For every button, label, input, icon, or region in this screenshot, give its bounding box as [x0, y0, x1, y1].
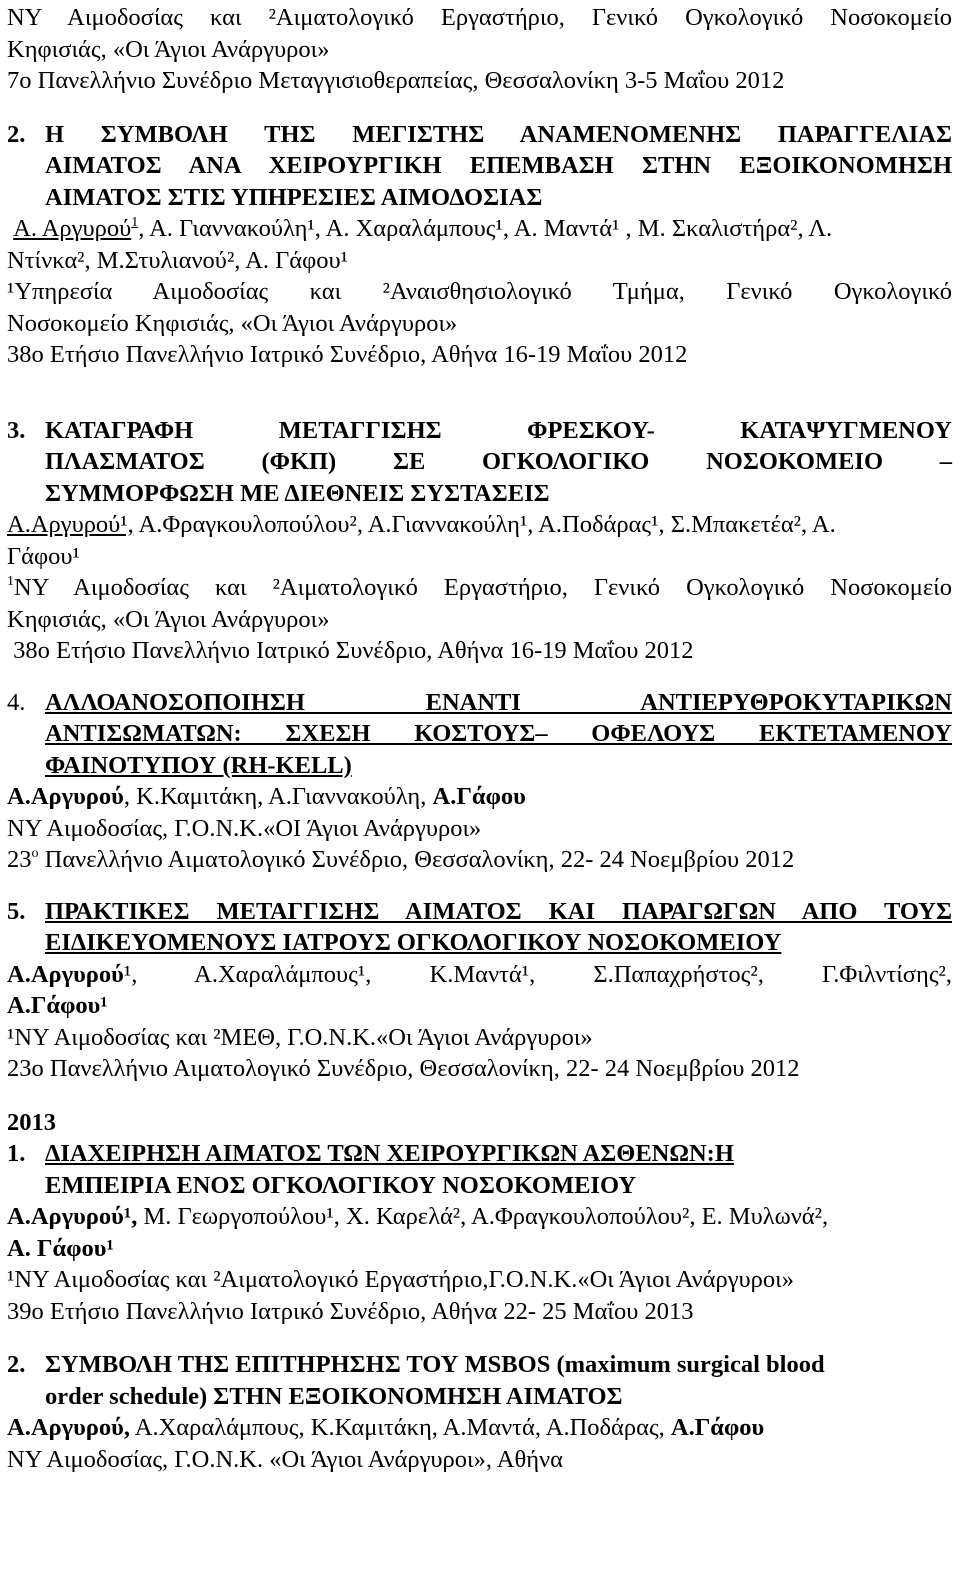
publication-title: ΕΜΠΕΙΡΙΑ ΕΝΟΣ ΟΓΚΟΛΟΓΙΚΟΥ ΝΟΣΟΚΟΜΕΙΟΥ	[45, 1171, 637, 1199]
publication-title: 2. ΣΥΜΒΟΛΗ ΤΗΣ ΕΠΙΤΗΡΗΣΗΣ ΤΟΥ MSBOS (maximum surgical blood	[7, 1349, 952, 1381]
publication-title: 3. ΚΑΤΑΓΡΑΦΗ ΜΕΤΑΓΓΙΣΗΣ ΦΡΕΣΚΟΥ- ΚΑΤΑΨΥΓΜΕΝΟΥ	[7, 415, 952, 447]
author-highlight: Α.Γάφου	[670, 1414, 765, 1441]
year-heading: 2013	[7, 1108, 56, 1136]
publication-title: ΣΥΜΜΟΡΦΩΣΗ ΜΕ ΔΙΕΘΝΕΙΣ ΣΥΣΤΑΣΕΙΣ	[45, 479, 550, 507]
author-highlight: Α.Αργυρού,	[7, 1414, 131, 1441]
affiliation-line: ΝΥ Αιμοδοσίας, Γ.Ο.Ν.Κ. «Οι Άγιοι Ανάργυροι», Αθήνα	[7, 1445, 563, 1473]
conference-line: 39ο Ετήσιο Πανελλήνιο Ιατρικό Συνέδριο, Αθήνα 22- 25 Μαΐου 2013	[7, 1297, 694, 1325]
entry-number: 2.	[7, 1351, 26, 1378]
publication-list	[7, 2, 952, 1475]
publication-title: 4. ΑΛΛΟΑΝΟΣΟΠΟΙΗΣΗ ΕΝΑΝΤΙ ΑΝΤΙΕΡΥΘΡΟΚΥΤΑΡΙΚΩΝ	[7, 687, 952, 719]
entry-number: 5.	[7, 897, 26, 925]
author-highlight: Α.Αργυρού	[7, 783, 124, 810]
author-line: Α. Γάφου¹	[7, 1234, 114, 1262]
affiliation-line: ¹ΝΥ Αιμοδοσίας και ²Αιματολογικό Εργαστήριο,Γ.Ο.Ν.Κ.«Οι Άγιοι Ανάργυροι»	[7, 1266, 794, 1293]
entry-number: 2.	[7, 120, 26, 148]
author-highlight: Α. Αργυρού	[13, 215, 132, 242]
publication-title: ΑΙΜΑΤΟΣ ΑΝΑ ΧΕΙΡΟΥΡΓΙΚΗ ΕΠΕΜΒΑΣΗ ΣΤΗΝ ΕΞΟΙΚΟΝΟΜΗΣΗ	[45, 152, 952, 179]
entry-number: 1.	[7, 1140, 26, 1167]
entry-number: 4.	[7, 688, 26, 716]
author-line: Α.Αργυρού¹, Α.Φραγκουλοπούλου², Α.Γιαννακούλη¹, Α.Ποδάρας¹, Σ.Μπακετέα², Α.	[7, 511, 836, 538]
author-line: Α. Αργυρού$^1$, Α. Γιαννακούλη¹, Α. Χαραλάμπους¹, Α. Μαντά¹ , Μ. Σκαλιστήρα², Λ.	[13, 215, 833, 242]
publication-title: 5. ΠΡΑΚΤΙΚΕΣ ΜΕΤΑΓΓΙΣΗΣ ΑΙΜΑΤΟΣ ΚΑΙ ΠΑΡΑΓΩΓΩΝ ΑΠΟ ΤΟΥΣ	[7, 896, 952, 928]
author-highlight: Α.Αργυρού¹,	[7, 1203, 138, 1230]
affiliation-line: ¹ΝΥ Αιμοδοσίας και ²ΜΕΘ, Γ.Ο.Ν.Κ.«Οι Άγιοι Ανάργυροι»	[7, 1023, 593, 1051]
conference-line: $23^o$ Πανελλήνιο Αιματολογικό Συνέδριο, Θεσσαλονίκη, 22- 24 Νοεμβρίου 2012	[7, 846, 795, 873]
entry-number: 3.	[7, 416, 26, 444]
affiliation-line: ΝΥ Αιμοδοσίας και ²Αιματολογικό Εργαστήριο, Γενικό Ογκολογικό Νοσοκομείο	[7, 4, 952, 31]
author-highlight: Α.Αργυρού¹,	[7, 511, 134, 538]
publication-title: 2. Η ΣΥΜΒΟΛΗ ΤΗΣ ΜΕΓΙΣΤΗΣ ΑΝΑΜΕΝΟΜΕΝΗΣ ΠΑΡΑΓΓΕΛΙΑΣ	[7, 119, 952, 151]
author-line: Γάφου¹	[7, 542, 80, 570]
publication-title: 1. ΔΙΑΧΕΙΡΗΣΗ ΑΙΜΑΤΟΣ ΤΩΝ ΧΕΙΡΟΥΡΓΙΚΩΝ ΑΣΘΕΝΩΝ:Η	[7, 1138, 952, 1170]
author-line: Α.Αργυρού, Κ.Καμιτάκη, Α.Γιαννακούλη, Α.Γάφου	[7, 783, 526, 810]
publication-title: ΦΑΙΝΟΤΥΠΟΥ (RH-KELL)	[45, 751, 352, 779]
affiliation-line: ΝΥ Αιμοδοσίας, Γ.Ο.Ν.Κ.«ΟΙ Άγιοι Ανάργυροι»	[7, 814, 482, 842]
conference-line: 38ο Ετήσιο Πανελλήνιο Ιατρικό Συνέδριο, Αθήνα 16-19 Μαΐου 2012	[13, 637, 694, 664]
affiliation-line: Νοσοκομείο Κηφισιάς, «Οι Άγιοι Ανάργυροι»	[7, 309, 458, 337]
author-line: Ντίνκα², Μ.Στυλιανού², Α. Γάφου¹	[7, 246, 348, 274]
author-line: Α.Αργυρού¹, Μ. Γεωργοπούλου¹, Χ. Καρελά², Α.Φραγκουλοπούλου², Ε. Μυλωνά²,	[7, 1203, 829, 1230]
publication-title: ΑΝΤΙΣΩΜΑΤΩΝ: ΣΧΕΣΗ ΚΟΣΤΟΥΣ– ΟΦΕΛΟΥΣ ΕΚΤΕΤΑΜΕΝΟΥ	[45, 720, 952, 747]
author-highlight: Α.Αργυρού	[7, 960, 124, 988]
affiliation-line: ¹Υπηρεσία Αιμοδοσίας και ²Αναισθησιολογικό Τμήμα, Γενικό Ογκολογικό	[7, 278, 952, 305]
affiliation-line: Κηφισιάς, «Οι Άγιοι Ανάργυροι»	[7, 605, 330, 633]
publication-title: ΕΙΔΙΚΕΥΟΜΕΝΟΥΣ ΙΑΤΡΟΥΣ ΟΓΚΟΛΟΓΙΚΟΥ ΝΟΣΟΚΟΜΕΙΟΥ	[45, 929, 782, 956]
conference-line: 38ο Ετήσιο Πανελλήνιο Ιατρικό Συνέδριο, Αθήνα 16-19 Μαΐου 2012	[7, 341, 688, 368]
publication-title: ΑΙΜΑΤΟΣ ΣΤΙΣ ΥΠΗΡΕΣΙΕΣ ΑΙΜΟΔΟΣΙΑΣ	[45, 183, 543, 211]
affiliation-line: Κηφισιάς, «Οι Άγιοι Ανάργυροι»	[7, 35, 330, 63]
publication-title: order schedule) ΣΤΗΝ ΕΞΟΙΚΟΝΟΜΗΣΗ ΑΙΜΑΤΟΣ	[45, 1382, 623, 1410]
conference-line: 7ο Πανελλήνιο Συνέδριο Μεταγγισιοθεραπείας, Θεσσαλονίκη 3-5 Μαΐου 2012	[7, 67, 785, 94]
author-highlight: Α.Γάφου	[432, 783, 526, 810]
author-line: Α.Αργυρού, Α.Χαραλάμπους, Κ.Καμιτάκη, Α.Μαντά, Α.Ποδάρας, Α.Γάφου	[7, 1414, 765, 1441]
author-line: Α.Αργυρού¹, Α.Χαραλάμπους¹, Κ.Μαντά¹, Σ.Παπαχρήστος², Γ.Φιλντίσης²,	[7, 960, 952, 988]
conference-line: 23ο Πανελλήνιο Αιματολογικό Συνέδριο, Θεσσαλονίκη, 22- 24 Νοεμβρίου 2012	[7, 1055, 800, 1082]
publication-title: ΠΛΑΣΜΑΤΟΣ (ΦΚΠ) ΣΕ ΟΓΚΟΛΟΓΙΚΟ ΝΟΣΟΚΟΜΕΙΟ –	[45, 448, 952, 475]
author-line: Α.Γάφου¹	[7, 992, 108, 1019]
affiliation-line: $^1$ΝΥ Αιμοδοσίας και ²Αιματολογικό Εργαστήριο, Γενικό Ογκολογικό Νοσοκομείο	[7, 574, 952, 601]
